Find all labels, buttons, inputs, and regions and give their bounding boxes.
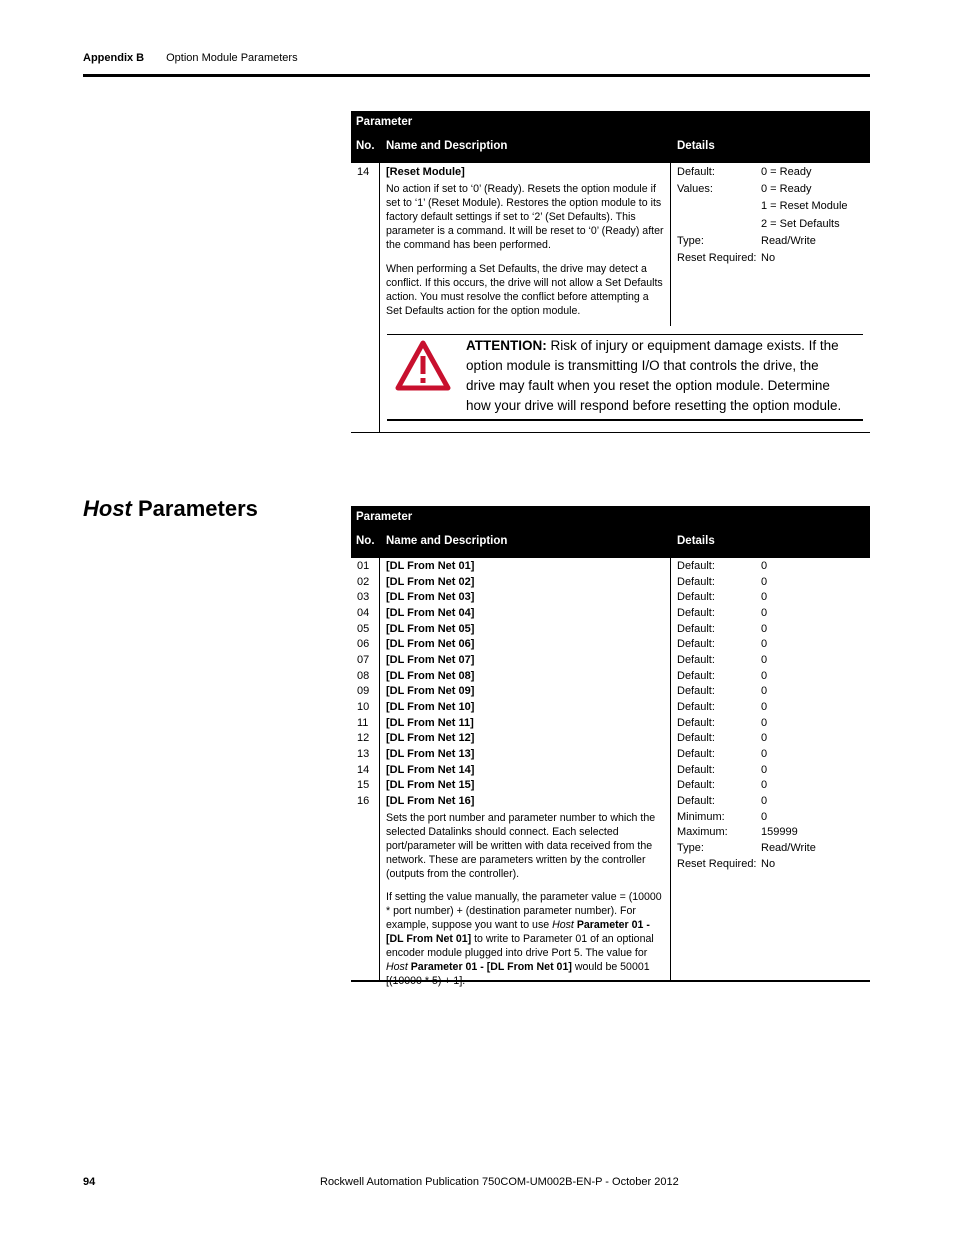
detail-label: Reset Required: — [677, 857, 757, 870]
param-description: No action if set to ‘0’ (Ready). Resets the option module if set to ‘1’ (Reset Module). Restores the option module to its factory default settings if set to ‘2’ (Set Defaults). This parameter is a command. It will be reset to ‘0’ (Ready) after the command has been performed. — [386, 183, 664, 251]
detail-value: 0 — [761, 795, 768, 807]
param-no: 16 — [357, 795, 370, 807]
param-name: [DL From Net 08] — [386, 669, 475, 682]
detail-value: 0 = Ready — [761, 183, 812, 195]
example-text: to write to Parameter 01 of an optional encoder module plugged into drive Port 5. The value for — [386, 933, 654, 959]
param-name: [DL From Net 11] — [386, 716, 474, 729]
header-title: Option Module Parameters — [166, 52, 298, 64]
detail-value: 0 — [761, 591, 768, 604]
param-no: 03 — [357, 591, 370, 604]
example-text: If setting the value manually, the parameter value = (10000 * port number) + (destination parameter number). For example, suppose you want to use — [386, 891, 662, 931]
detail-value: 159999 — [761, 826, 798, 839]
host-description: Sets the port number and parameter number to which the selected Datalinks should connect. Each selected port/parameter will be written with data received from the network. These are parameters written by the controller (outputs from the controller). — [386, 812, 656, 880]
detail-value: 0 — [761, 763, 768, 776]
detail-label: Default: — [677, 779, 715, 792]
param-no: 15 — [357, 779, 370, 792]
table-header — [351, 111, 870, 163]
detail-label: Default: — [677, 748, 715, 760]
detail-label: Default: — [677, 607, 715, 619]
detail-value: 0 — [761, 669, 768, 682]
detail-value: 0 — [761, 716, 768, 729]
detail-label: Type: — [677, 235, 704, 247]
section-title-rest: Parameters — [131, 496, 258, 521]
table-bottom-rule — [351, 432, 870, 433]
detail-value: 0 — [761, 810, 768, 823]
param-name: [DL From Net 15] — [386, 779, 475, 792]
param-no: 08 — [357, 669, 370, 682]
param-description-note: When performing a Set Defaults, the drive may detect a conflict. If this occurs, the drive will not allow a Set Defaults action. You must resolve the conflict before attempting a Set Defaults action for the option module. — [386, 263, 663, 317]
table-header — [351, 506, 870, 558]
param-name: [DL From Net 06] — [386, 638, 475, 651]
param-name: [DL From Net 10] — [386, 701, 475, 713]
warning-icon — [395, 340, 451, 391]
param-no: 01 — [357, 560, 370, 572]
param-name: [DL From Net 09] — [386, 685, 475, 698]
header-parameter: Parameter — [356, 116, 413, 128]
detail-label: Default: — [677, 716, 715, 729]
table-divider — [379, 558, 380, 981]
attention-text: Risk of injury or equipment damage exists. If the option module is transmitting I/O that controls the drive, the drive may fault when you reset the option module. Determine how your drive will respond before resetting the option module. — [466, 338, 842, 413]
detail-value: 0 = Ready — [761, 166, 812, 178]
detail-value: No — [761, 252, 776, 264]
detail-value: 0 — [761, 748, 768, 760]
header-rule — [83, 74, 870, 77]
detail-value: 0 — [761, 654, 768, 666]
detail-value: 0 — [761, 575, 768, 588]
table-divider — [670, 163, 671, 326]
publication-info: Rockwell Automation Publication 750COM-UM002B-EN-P - October 2012 — [320, 1176, 679, 1188]
param-no: 14 — [357, 763, 370, 776]
param-name: [DL From Net 13] — [386, 748, 475, 760]
detail-label: Minimum: — [677, 810, 725, 823]
param-no: 12 — [357, 732, 370, 745]
detail-value: 2 = Set Defaults — [761, 218, 840, 230]
param-no: 14 — [357, 166, 370, 178]
param-no: 09 — [357, 685, 370, 698]
example-param-ref: Parameter 01 - [DL From Net 01] — [386, 919, 650, 945]
param-no: 07 — [357, 654, 370, 666]
table-divider — [379, 163, 380, 433]
detail-value: 0 — [761, 701, 768, 713]
example-text: would be 50001 [(10000 * 5) + 1]. — [386, 961, 650, 987]
table-divider — [670, 558, 671, 981]
param-no: 10 — [357, 701, 370, 713]
param-name: [DL From Net 07] — [386, 654, 475, 666]
header-name: Name and Description — [386, 140, 508, 152]
attention-top-rule — [387, 334, 863, 335]
param-name: [DL From Net 04] — [386, 607, 475, 619]
detail-label: Default: — [677, 685, 715, 698]
detail-value: 0 — [761, 622, 768, 635]
example-host-italic: Host — [386, 961, 408, 973]
header-section: Appendix B — [83, 52, 145, 64]
detail-label: Default: — [677, 575, 715, 588]
reset-module-table — [351, 111, 870, 163]
detail-label: Default: — [677, 622, 715, 635]
attention-label: ATTENTION: — [466, 338, 547, 353]
param-no: 02 — [357, 575, 370, 588]
detail-label: Default: — [677, 591, 715, 604]
detail-label: Default: — [677, 763, 715, 776]
example-param-ref: Parameter 01 - [DL From Net 01] — [407, 961, 572, 973]
param-name: [DL From Net 05] — [386, 622, 475, 635]
header-no: No. — [356, 535, 375, 547]
detail-label: Values: — [677, 183, 713, 195]
header-name: Name and Description — [386, 535, 508, 547]
detail-value: 0 — [761, 638, 768, 651]
param-no: 05 — [357, 622, 370, 635]
detail-label: Default: — [677, 701, 715, 713]
param-name: [Reset Module] — [386, 166, 465, 178]
param-no: 06 — [357, 638, 370, 651]
detail-value: Read/Write — [761, 842, 816, 855]
header-details: Details — [677, 140, 715, 152]
host-description-example — [386, 890, 668, 988]
param-name: [DL From Net 02] — [386, 575, 475, 588]
detail-label: Maximum: — [677, 826, 728, 839]
detail-value: No — [761, 857, 776, 870]
param-name: [DL From Net 14] — [386, 763, 475, 776]
param-no: 13 — [357, 748, 370, 760]
detail-label: Default: — [677, 669, 715, 682]
attention-bottom-rule — [387, 419, 863, 421]
running-header — [83, 52, 298, 64]
page-number: 94 — [83, 1176, 96, 1188]
detail-value: Read/Write — [761, 235, 816, 247]
detail-label: Default: — [677, 795, 715, 807]
detail-value: 0 — [761, 607, 768, 619]
detail-value: 0 — [761, 732, 768, 745]
detail-label: Reset Required: — [677, 252, 757, 264]
param-name: [DL From Net 01] — [386, 560, 475, 572]
example-host-italic: Host — [552, 919, 574, 931]
param-no: 11 — [357, 716, 369, 729]
detail-value: 0 — [761, 779, 768, 792]
param-no: 04 — [357, 607, 370, 619]
header-parameter: Parameter — [356, 511, 413, 523]
detail-label: Type: — [677, 842, 704, 855]
param-name: [DL From Net 16] — [386, 795, 475, 807]
section-title-italic: Host — [83, 496, 132, 521]
detail-label: Default: — [677, 638, 715, 651]
param-name: [DL From Net 03] — [386, 591, 475, 604]
detail-value: 0 — [761, 560, 768, 572]
attention-message — [466, 336, 846, 416]
section-title — [83, 496, 258, 522]
detail-value: 0 — [761, 685, 768, 698]
host-parameters-table — [351, 506, 870, 558]
detail-label: Default: — [677, 732, 715, 745]
detail-label: Default: — [677, 166, 715, 178]
detail-value: 1 = Reset Module — [761, 200, 848, 212]
header-details: Details — [677, 535, 715, 547]
detail-label: Default: — [677, 560, 715, 572]
header-no: No. — [356, 140, 375, 152]
param-name: [DL From Net 12] — [386, 732, 475, 745]
detail-label: Default: — [677, 654, 715, 666]
